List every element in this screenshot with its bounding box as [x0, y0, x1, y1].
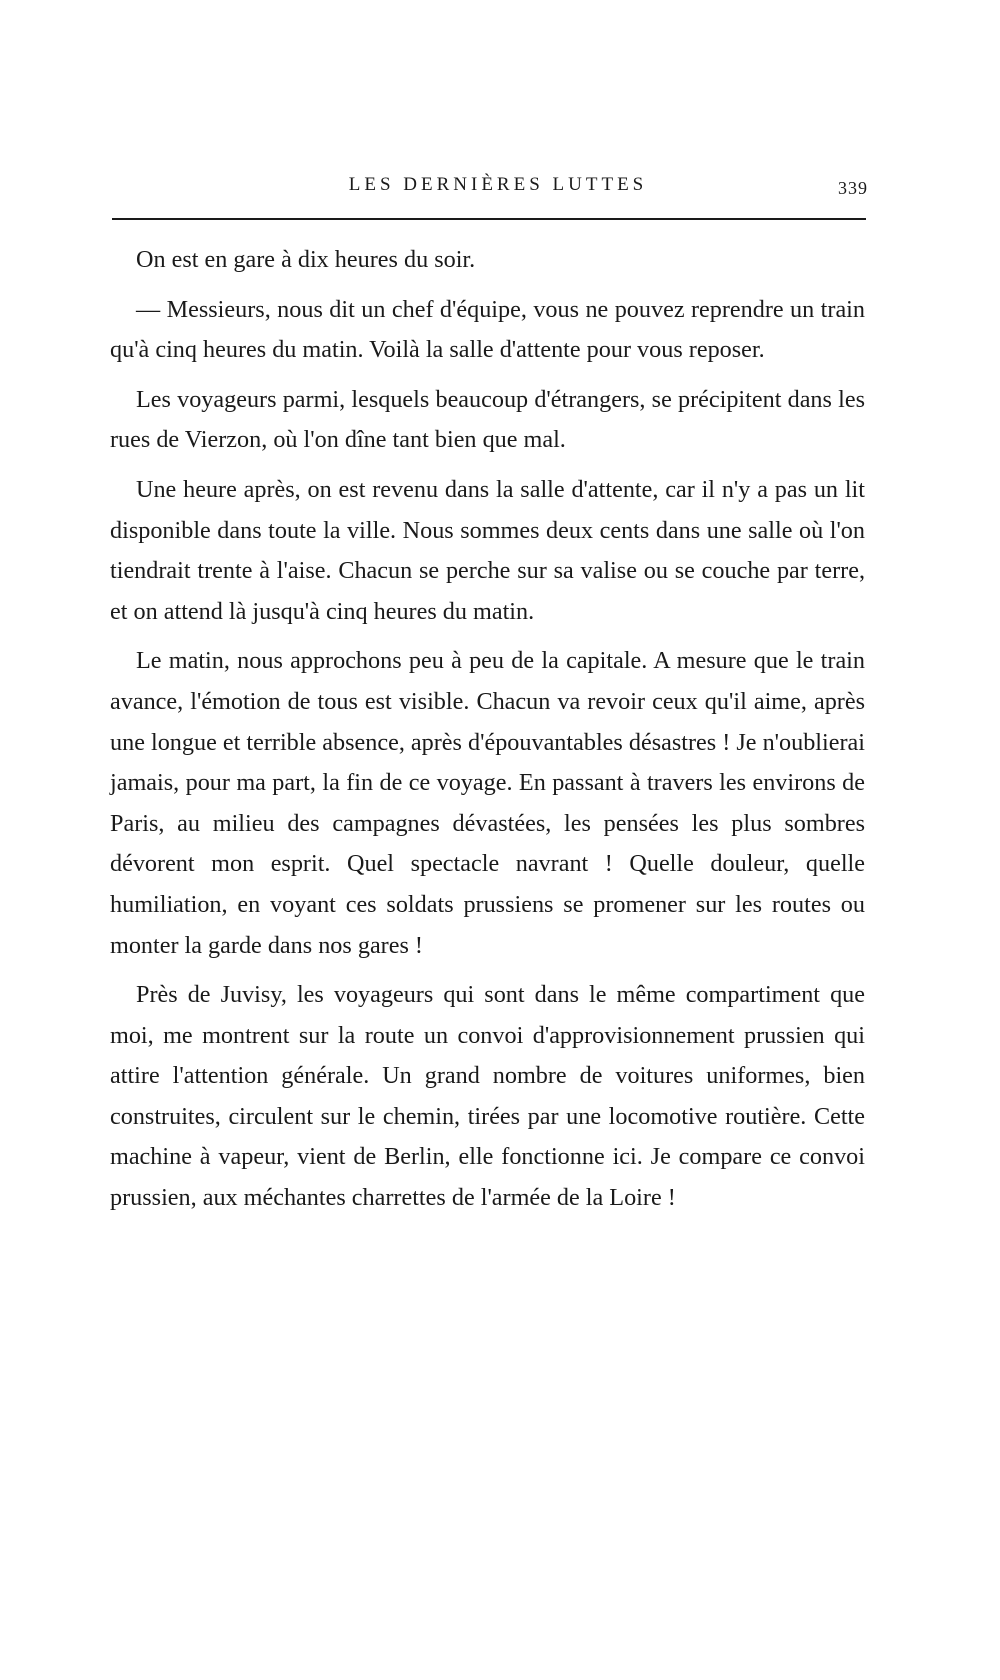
paragraph-3: Les voyageurs parmi, lesquels beaucoup d'étrangers, se précipitent dans les rues de Vierzon, où l'on dîne tant bien que mal. — [110, 385, 865, 454]
paragraph-6: Près de Juvisy, les voyageurs qui sont dans le même compartiment que moi, me montrent sur la route un convoi d'approvisionnement prussien qui attire l'attention générale. Un grand nombre de voitures uniformes, bien construites, circulent sur le chemin, tirées par une locomotive routière. Cette machine à vapeur, vient de Berlin, elle fonctionne ici. Je compare ce convoi prussien, aux méchantes charrettes de l'armée de la Loire ! — [110, 981, 865, 1212]
page-number: 339 — [838, 178, 868, 198]
running-title: LES DERNIÈRES LUTTES — [348, 174, 648, 195]
header-rule — [112, 218, 866, 220]
running-head — [108, 170, 868, 202]
paragraph-4: Une heure après, on est revenu dans la salle d'attente, car il n'y a pas un lit disponible dans toute la ville. Nous sommes deux cents dans une salle où l'on tiendrait trente à l'aise. Chacun se perche sur sa valise ou se couche par terre, et on attend là jusqu'à cinq heures du matin. — [110, 475, 865, 625]
paragraph-1: On est en gare à dix heures du soir. — [136, 246, 476, 273]
paragraph-2: — Messieurs, nous dit un chef d'équipe, vous ne pouvez reprendre un train qu'à cinq heures du matin. Voilà la salle d'attente pour vous reposer. — [110, 295, 865, 364]
paragraph-5: Le matin, nous approchons peu à peu de la capitale. A mesure que le train avance, l'émotion de tous est visible. Chacun va revoir ceux qu'il aime, après une longue et terrible absence, après d'épouvantables désastres ! Je n'oublierai jamais, pour ma part, la fin de ce voyage. En passant à travers les environs de Paris, au milieu des campagnes dévastées, les pensées les plus sombres dévorent mon esprit. Quel spectacle navrant ! Quelle douleur, quelle humiliation, en voyant ces soldats prussiens se promener sur les routes ou monter la garde dans nos gares ! — [110, 647, 865, 959]
body-text — [110, 240, 865, 1228]
